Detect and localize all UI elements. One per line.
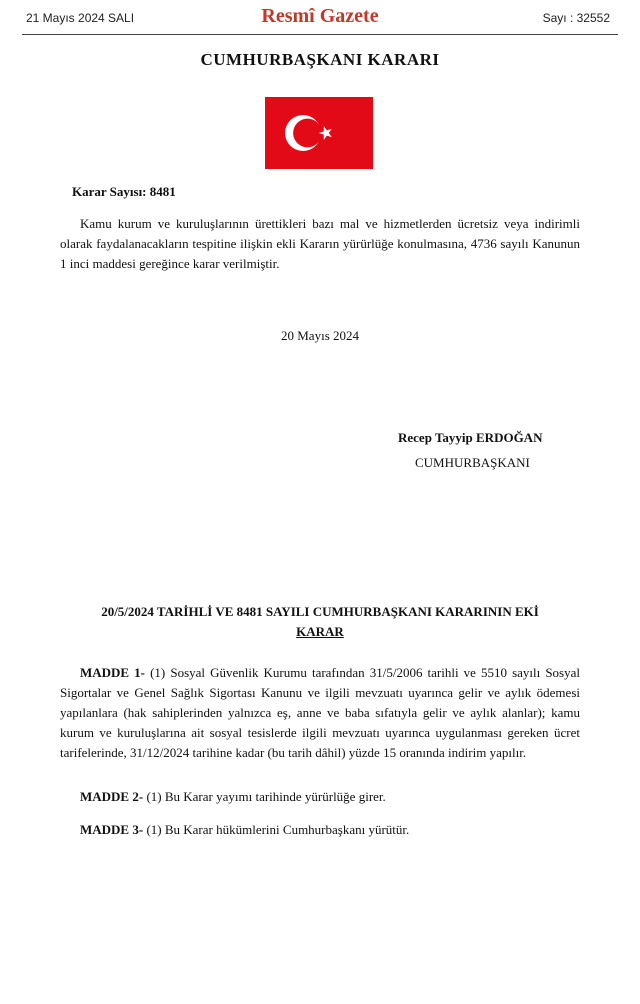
header-date: 21 Mayıs 2024 SALI [26,11,135,25]
article-heading: MADDE 1- [80,665,146,680]
signer-name: Recep Tayyip ERDOĞAN [398,430,543,445]
article-3 [60,820,580,840]
preamble-paragraph: Kamu kurum ve kuruluşlarının ürettikleri bazı mal ve hizmetlerden ücretsiz veya indirimli olarak faydalanacakların tespitine ilişkin ekli Kararın yürürlüğe konulmasına, 4736 sayılı Kanunun 1 inci maddesi gereğince karar verilmiştir. [60,216,580,271]
article-2 [60,787,580,807]
article-text: (1) Bu Karar hükümlerini Cumhurbaşkanı yürütür. [143,822,410,837]
header-divider [22,34,618,35]
article-heading: MADDE 3- [80,822,144,837]
gazette-header [0,0,640,36]
annex-title-line2: KARAR [296,624,344,639]
article-heading: MADDE 2- [80,789,144,804]
decision-number: Karar Sayısı: 8481 [72,184,176,199]
article-text: (1) Sosyal Güvenlik Kurumu tarafından 31/5/2006 tarihli ve 5510 sayılı Sosyal Sigortalar ve Genel Sağlık Sigortası Kanunu ve ilgili mevzuatı uyarınca gelir ve aylık ödemesi yapılanlara (hak sahiplerinden yalnızca eş, anne ve baba sıfatıyla gelir ve aylık alanlar); kamu kurum ve kuruluşlarına ait sosyal tesislerde ilgili mevzuatı uyarınca uygulanması gereken ücret tarifelerinde, 31/12/2024 tarihine kadar (bu tarih dâhil) yüzde 15 oranında indirim yapılır. [60,665,580,760]
signer-title: CUMHURBAŞKANI [415,455,530,470]
article-1 [60,663,580,763]
annex-title [0,602,640,642]
annex-title-line1: 20/5/2024 TARİHLİ VE 8481 SAYILI CUMHURBAŞKANI KARARININ EKİ [101,604,539,619]
turkish-flag-icon [265,97,373,169]
decision-date: 20 Mayıs 2024 [281,328,359,343]
document-title: CUMHURBAŞKANI KARARI [200,50,440,69]
gazette-title: Resmî Gazete [261,5,379,27]
header-issue-number: Sayı : 32552 [542,11,610,25]
article-text: (1) Bu Karar yayımı tarihinde yürürlüğe girer. [143,789,386,804]
